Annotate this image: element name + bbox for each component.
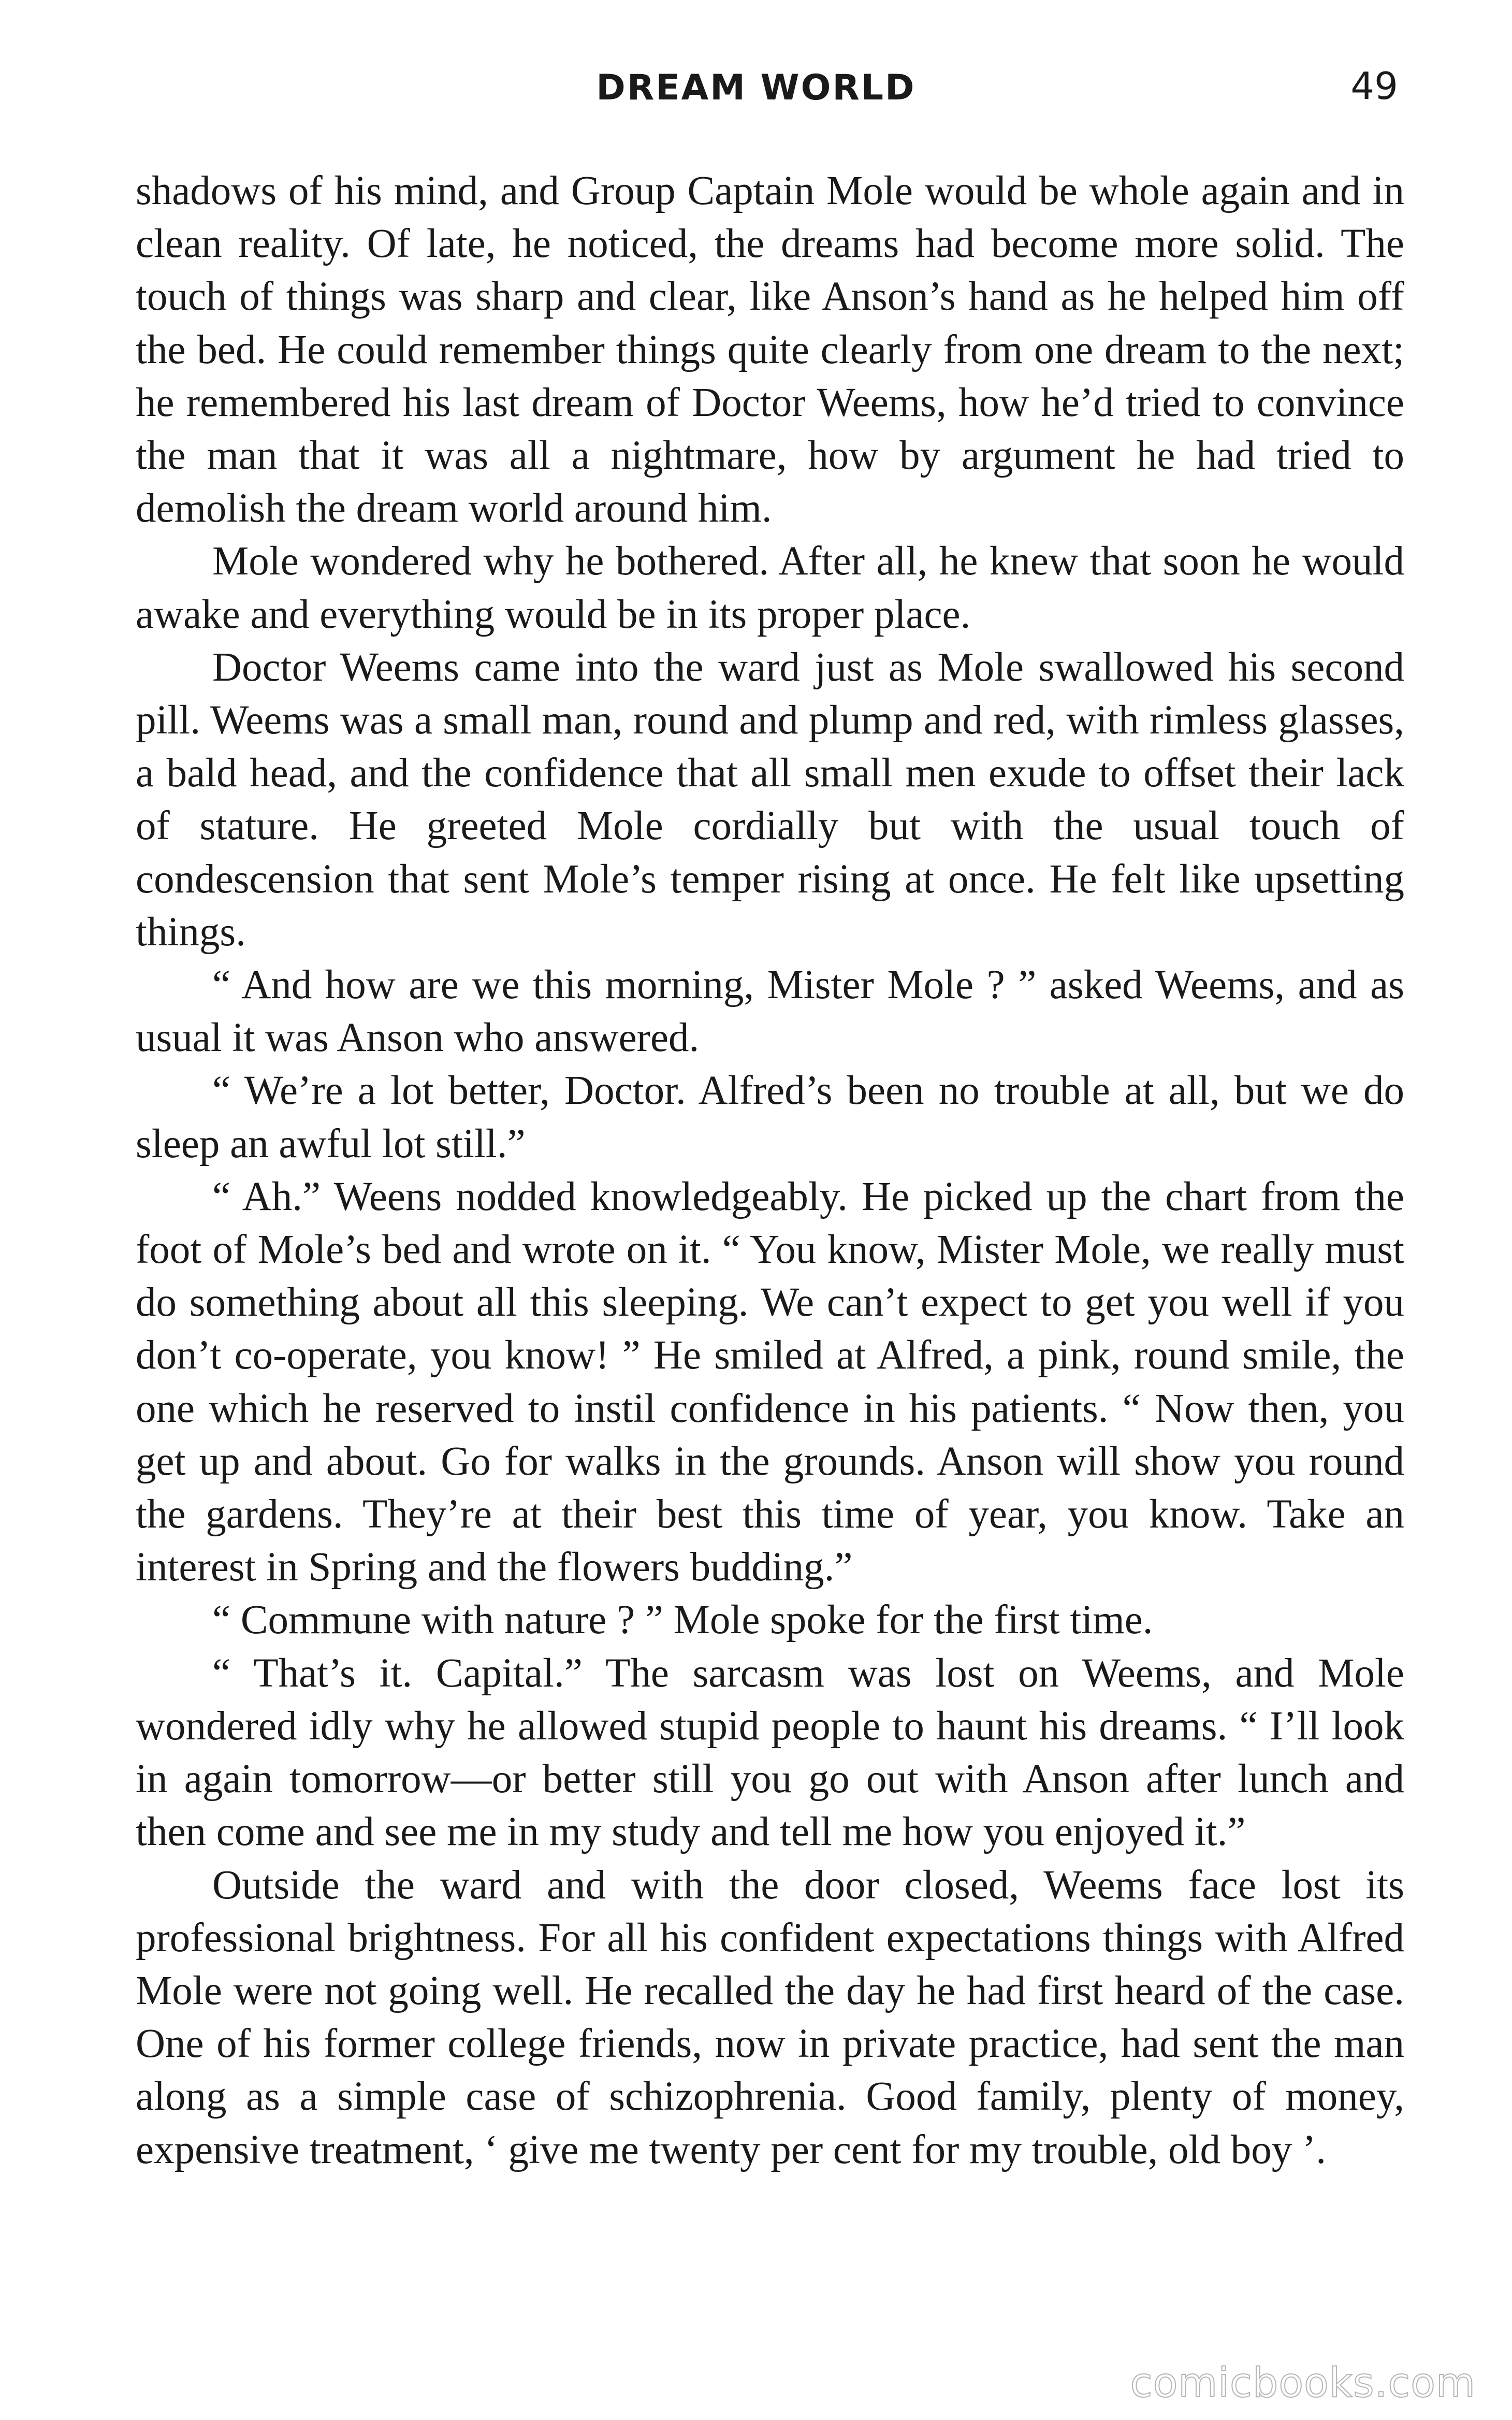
chapter-title: DREAM WORLD — [596, 67, 916, 108]
watermark: comicbooks.com — [1130, 2360, 1476, 2407]
body-text — [136, 165, 1404, 2177]
paragraph: “ We’re a lot better, Doctor. Alfred’s been no trouble at all, but we do sleep an awful lot still.” — [136, 1068, 1404, 1166]
page-number: 49 — [1350, 64, 1398, 108]
paragraph: “ That’s it. Capital.” The sarcasm was lost on Weems, and Mole wondered idly why he allowed stupid people to haunt his dreams. “ I’ll look in again tomorrow—or better still you go out with Anson after lunch and then come and see me in my study and tell me how you enjoyed it.” — [136, 1650, 1404, 1855]
paragraph: Outside the ward and with the door closed, Weems face lost its professional brightness. For all his confident expectations things with Alfred Mole were not going well. He recalled the day he had first heard of the case. One of his former college friends, now in private practice, had sent the man along as a simple case of schizophrenia. Good family, plenty of money, expensive treatment, ‘ give me twenty per cent for my trouble, old boy ’. — [136, 1862, 1404, 2172]
paragraph: “ And how are we this morning, Mister Mole ? ” asked Weems, and as usual it was Anson who answered. — [136, 962, 1404, 1061]
paragraph-continuation: shadows of his mind, and Group Captain Mole would be whole again and in clean reality. Of late, he noticed, the dreams had become more solid. The touch of things was sharp and clear, like Anson’s hand as he helped him off the bed. He could remember things quite clearly from one dream to the next; he remembered his last dream of Doctor Weems, how he’d tried to convince the man that it was all a nightmare, how by argument he had tried to demolish the dream world around him. — [136, 168, 1404, 531]
paragraph: Mole wondered why he bothered. After all, he knew that soon he would awake and everything would be in its proper place. — [136, 539, 1404, 637]
running-head — [0, 62, 1512, 119]
paragraph: “ Ah.” Weens nodded knowledgeably. He picked up the chart from the foot of Mole’s bed and wrote on it. “ You know, Mister Mole, we really must do something about all this sleeping. We can’t expect to get you well if you don’t co-operate, you know! ” He smiled at Alfred, a pink, round smile, the one which he reserved to instil confidence in his patients. “ Now then, you get up and about. Go for walks in the grounds. Anson will show you round the gardens. They’re at their best this time of year, you know. Take an interest in Spring and the flowers budding.” — [136, 1174, 1404, 1590]
paragraph: Doctor Weems came into the ward just as Mole swallowed his second pill. Weems was a small man, round and plump and red, with rimless glasses, a bald head, and the confidence that all small men exude to offset their lack of stature. He greeted Mole cordially but with the usual touch of condescension that sent Mole’s temper rising at once. He felt like upsetting things. — [136, 644, 1404, 955]
paragraph: “ Commune with nature ? ” Mole spoke for the first time. — [212, 1597, 1153, 1643]
